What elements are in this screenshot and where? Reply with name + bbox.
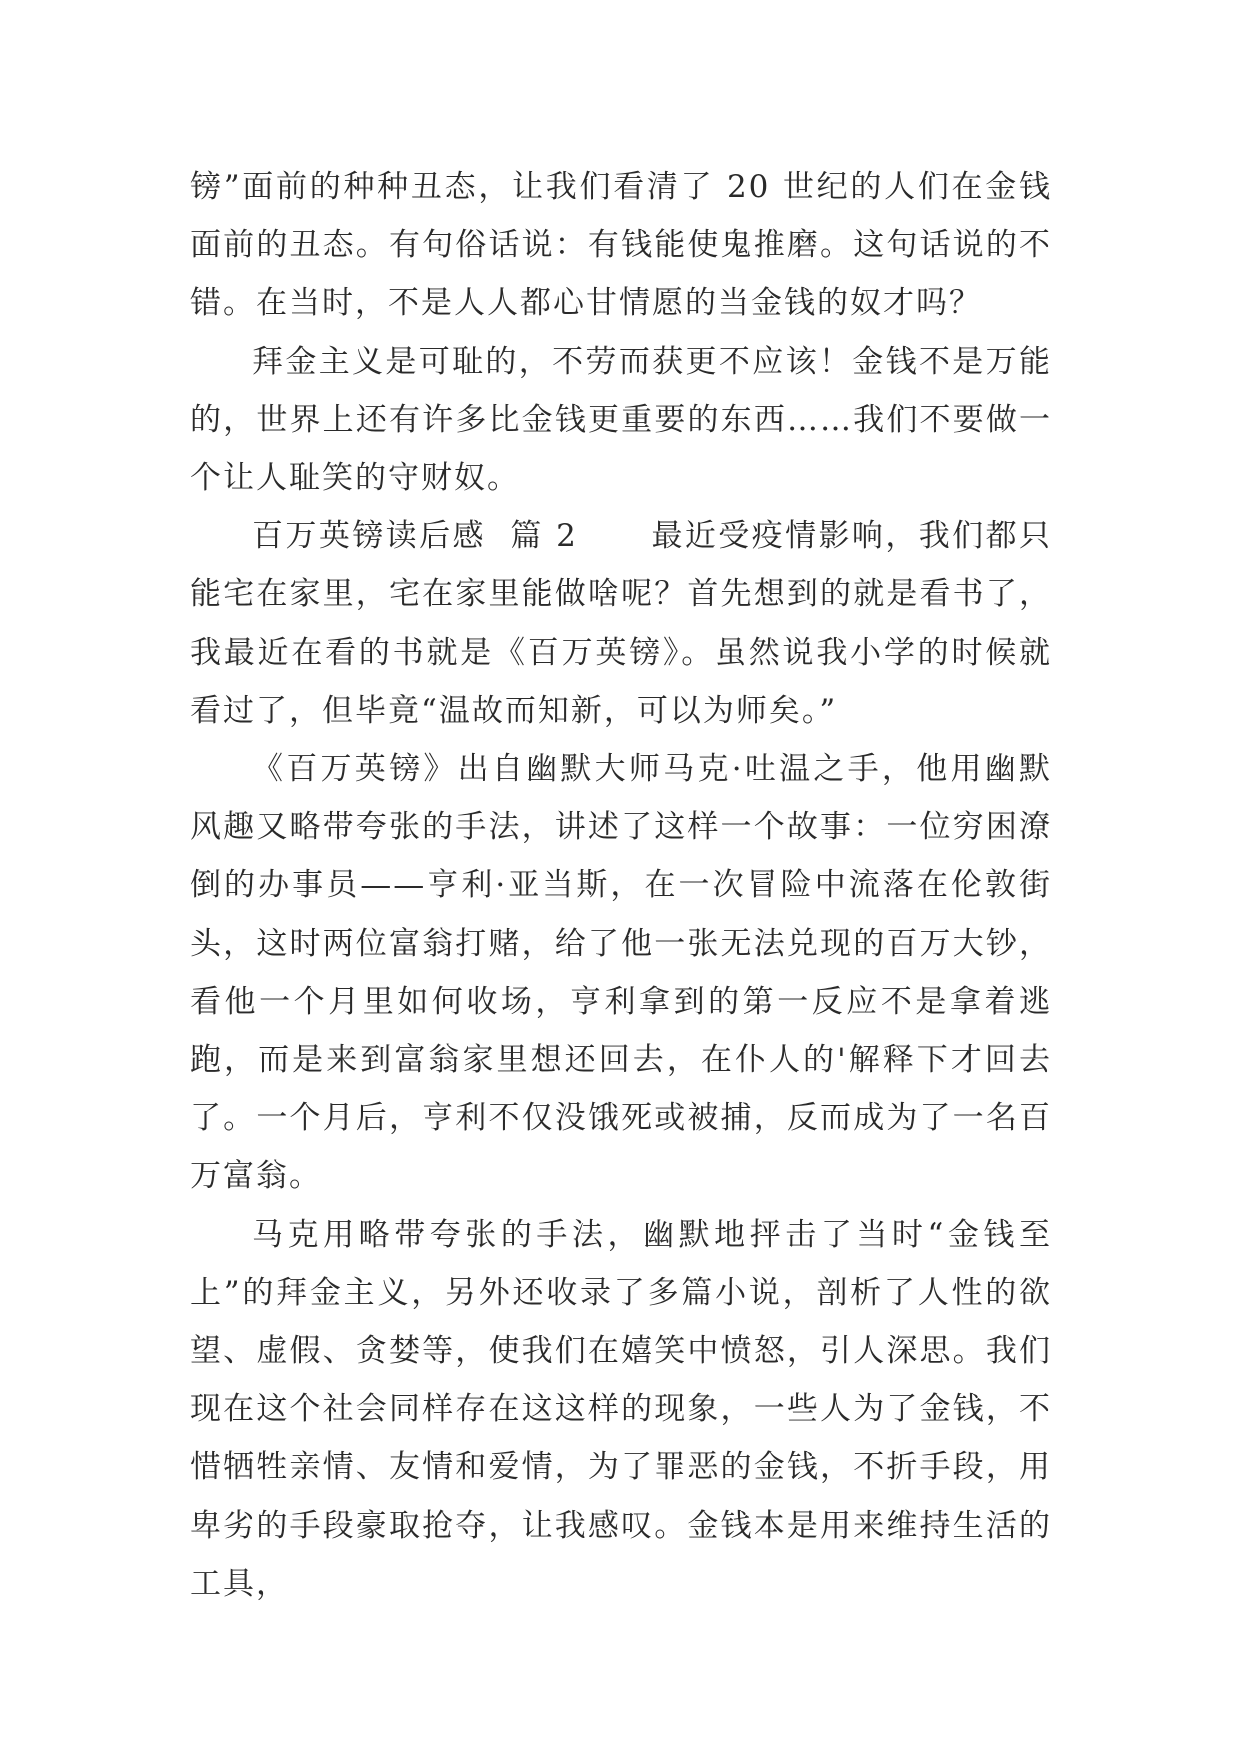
paragraph-5: 马克用略带夸张的手法，幽默地抨击了当时“金钱至上”的拜金主义，另外还收录了多篇小说，剖析了人性的欲望、虚假、贪婪等，使我们在嬉笑中愤怒，引人深思。我们现在这个社会同样存在这这样的现象，一些人为了金钱，不惜牺牲亲情、友情和爱情，为了罪恶的金钱，不折手段，用卑劣的手段豪取抢夺，让我感叹。金钱本是用来维持生活的工具， [190, 1216, 1052, 1602]
paragraph-3: 百万英镑读后感 篇 2 最近受疫情影响，我们都只能宅在家里，宅在家里能做啥呢？首先想到的就是看书了，我最近在看的书就是《百万英镑》。虽然说我小学的时候就看过了，但毕竟“温故而知新，可以为师矣。” [190, 518, 1052, 729]
paragraph-2: 拜金主义是可耻的，不劳而获更不应该！金钱不是万能的，世界上还有许多比金钱更重要的东西……我们不要做一个让人耻笑的守财奴。 [190, 343, 1052, 497]
document-page [190, 158, 1052, 1613]
paragraph-4: 《百万英镑》出自幽默大师马克·吐温之手，他用幽默风趣又略带夸张的手法，讲述了这样一个故事：一位穷困潦倒的办事员——亨利·亚当斯，在一次冒险中流落在伦敦街头，这时两位富翁打赌，给了他一张无法兑现的百万大钞，看他一个月里如何收场，亨利拿到的第一反应不是拿着逃跑，而是来到富翁家里想还回去，在仆人的'解释下才回去了。一个月后，亨利不仅没饿死或被捕，反而成为了一名百万富翁。 [190, 751, 1052, 1195]
paragraph-1: 镑”面前的种种丑态，让我们看清了 20 世纪的人们在金钱面前的丑态。有句俗话说：有钱能使鬼推磨。这句话说的不错。在当时，不是人人都心甘情愿的当金钱的奴才吗？ [190, 169, 1052, 322]
